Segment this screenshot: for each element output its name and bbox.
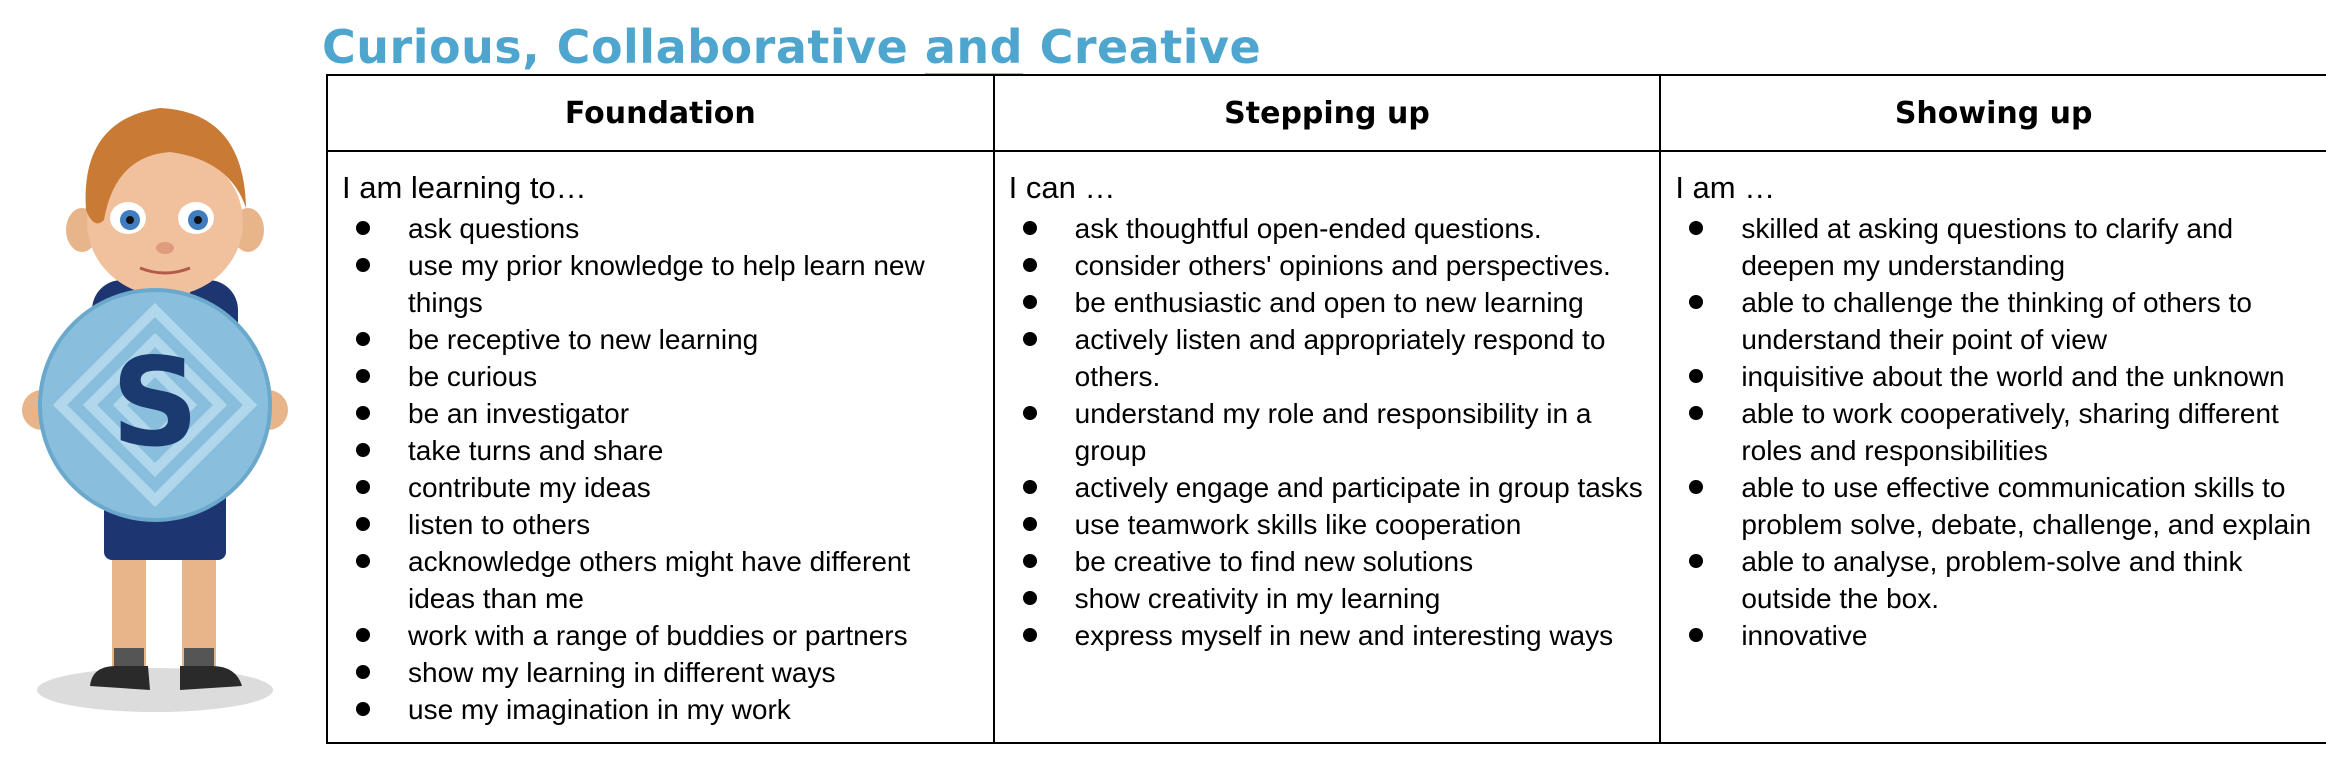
list-item [342, 432, 979, 469]
column-heading-foundation: Foundation [327, 75, 994, 151]
list-item [1675, 617, 2312, 654]
shield-letter: S [111, 332, 199, 474]
list-item [1009, 247, 1646, 284]
list-item [1009, 580, 1646, 617]
column-heading-stepping-up: Stepping up [994, 75, 1661, 151]
bullet-dot-icon [356, 480, 370, 494]
list-item-text: take turns and share [408, 435, 664, 466]
bullet-dot-icon [1023, 480, 1037, 494]
bullet-list [1009, 210, 1646, 654]
bullet-dot-icon [356, 554, 370, 568]
list-item-text: use teamwork skills like cooperation [1074, 509, 1522, 540]
bullet-dot-icon [1023, 554, 1037, 568]
list-item-text: show creativity in my learning [1074, 583, 1441, 614]
list-item [1009, 543, 1646, 580]
bullet-dot-icon [356, 221, 370, 235]
list-item [1675, 210, 2312, 284]
bullet-dot-icon [1023, 628, 1037, 642]
list-item [1675, 469, 2312, 543]
list-item-text: show my learning in different ways [408, 657, 836, 688]
list-item-text: ask questions [408, 213, 580, 244]
list-item [342, 358, 979, 395]
list-item [342, 210, 979, 247]
list-item-text: actively engage and participate in group tasks [1074, 472, 1643, 503]
list-item-text: be creative to find new solutions [1074, 546, 1474, 577]
list-item [1675, 395, 2312, 469]
left-shoe [90, 666, 150, 690]
list-item-text: understand my role and responsibility in a group [1074, 398, 1592, 466]
list-item-text: able to work cooperatively, sharing different roles and responsibilities [1741, 398, 2279, 466]
list-item [1009, 321, 1646, 395]
list-item [1675, 284, 2312, 358]
list-item-text: able to analyse, problem-solve and think outside the box. [1741, 546, 2243, 614]
list-item-text: innovative [1741, 620, 1868, 651]
bullet-dot-icon [356, 332, 370, 346]
list-item-text: ask thoughtful open-ended questions. [1074, 213, 1542, 244]
right-shoe [180, 666, 242, 690]
list-item [1009, 469, 1646, 506]
column-cell-stepping-up [994, 151, 1661, 743]
list-item [342, 617, 979, 654]
bullet-dot-icon [1023, 295, 1037, 309]
nose [156, 242, 174, 254]
figure-shadow [37, 668, 273, 712]
list-item-text: able to use effective communication skills to problem solve, debate, challenge, and explain [1741, 472, 2312, 540]
column-intro: I am … [1675, 170, 1776, 205]
bullet-dot-icon [356, 369, 370, 383]
bullet-dot-icon [1023, 517, 1037, 531]
bullet-dot-icon [356, 702, 370, 716]
learning-table [326, 74, 2326, 744]
bullet-dot-icon [1689, 480, 1703, 494]
list-item [1675, 543, 2312, 617]
bullet-list [342, 210, 979, 728]
list-item [342, 469, 979, 506]
list-item [342, 247, 979, 321]
column-intro: I am learning to… [342, 170, 587, 205]
bullet-list [1675, 210, 2312, 654]
list-item-text: consider others' opinions and perspectives. [1074, 250, 1611, 281]
list-item [342, 321, 979, 358]
list-item [342, 543, 979, 617]
list-item [1009, 395, 1646, 469]
column-cell-foundation [327, 151, 994, 743]
bullet-dot-icon [1689, 369, 1703, 383]
bullet-dot-icon [1689, 295, 1703, 309]
list-item-text: listen to others [408, 509, 591, 540]
list-item-text: be enthusiastic and open to new learning [1074, 287, 1584, 318]
column-heading-showing-up: Showing up [1660, 75, 2326, 151]
list-item-text: able to challenge the thinking of others to understand their point of view [1741, 287, 2252, 355]
list-item-text: express myself in new and interesting ways [1074, 620, 1614, 651]
list-item [1009, 506, 1646, 543]
list-item [342, 654, 979, 691]
column-cell-showing-up [1660, 151, 2326, 743]
boy-holding-shield-icon [20, 100, 290, 730]
bullet-dot-icon [1689, 221, 1703, 235]
bullet-dot-icon [1023, 591, 1037, 605]
bullet-dot-icon [1689, 554, 1703, 568]
table-body-row [327, 151, 2326, 743]
list-item-text: be receptive to new learning [408, 324, 759, 355]
list-item [1675, 358, 2312, 395]
list-item-text: work with a range of buddies or partners [408, 620, 908, 651]
list-item-text: use my imagination in my work [408, 694, 791, 725]
list-item-text: inquisitive about the world and the unknown [1741, 361, 2285, 392]
column-intro: I can … [1008, 170, 1116, 205]
list-item [1009, 617, 1646, 654]
title-text-part-3: Creative [1023, 20, 1262, 74]
bullet-dot-icon [356, 406, 370, 420]
list-item-text: contribute my ideas [408, 472, 651, 503]
bullet-dot-icon [356, 443, 370, 457]
bullet-dot-icon [1689, 628, 1703, 642]
table-header-row [327, 75, 2326, 151]
list-item-text: skilled at asking questions to clarify and deepen my understanding [1741, 213, 2234, 281]
list-item-text: be curious [408, 361, 538, 392]
list-item-text: actively listen and appropriately respond to others. [1074, 324, 1606, 392]
bullet-dot-icon [356, 517, 370, 531]
bullet-dot-icon [1023, 258, 1037, 272]
bullet-dot-icon [1023, 221, 1037, 235]
list-item [1009, 284, 1646, 321]
title-text-part-1: Curious, Collaborative [322, 20, 925, 74]
bullet-dot-icon [356, 628, 370, 642]
list-item [342, 691, 979, 728]
list-item-text: use my prior knowledge to help learn new things [408, 250, 925, 318]
bullet-dot-icon [356, 665, 370, 679]
bullet-dot-icon [1023, 332, 1037, 346]
list-item [342, 506, 979, 543]
list-item [1009, 210, 1646, 247]
title-text-part-2: and [924, 20, 1024, 74]
bullet-dot-icon [1689, 406, 1703, 420]
list-item-text: be an investigator [408, 398, 630, 429]
page-title [322, 14, 1261, 80]
list-item [342, 395, 979, 432]
bullet-dot-icon [356, 258, 370, 272]
list-item-text: acknowledge others might have different ideas than me [408, 546, 911, 614]
bullet-dot-icon [1023, 406, 1037, 420]
